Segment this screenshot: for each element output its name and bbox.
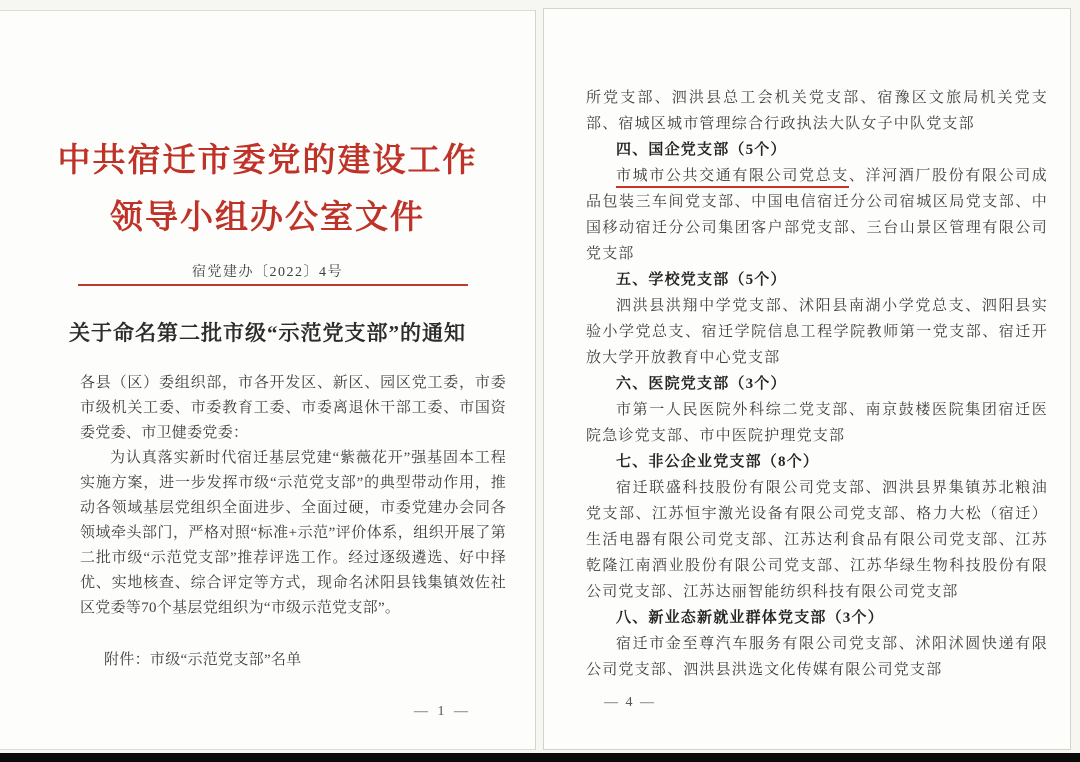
salutation-paragraph: 各县（区）委组织部，市各开发区、新区、园区党工委，市委市级机关工委、市委教育工委、市委离退休干部工委、市国资委党委、市卫健委党委： [80, 375, 506, 441]
section-body-5: 泗洪县洪翔中学党支部、沭阳县南湖小学党总支、泗阳县实验小学党总支、宿迁学院信息工程学院教师第一党支部、宿迁开放大学开放教育中心党支部 [586, 298, 1048, 366]
section-heading-4: 四、国企党支部（5个） [616, 142, 787, 158]
document-body [80, 371, 506, 621]
page-number-4: — 4 — [604, 695, 656, 710]
attachment-note: 附件：市级“示范党支部”名单 [104, 652, 302, 668]
section-body-4 [586, 163, 1048, 267]
section-body-8: 宿迁市金至尊汽车服务有限公司党支部、沭阳沭圆快递有限公司党支部、泗洪县洪选文化传媒有限公司党支部 [586, 636, 1048, 678]
red-letterhead [0, 133, 535, 247]
photo-bottom-black-bar [0, 753, 1080, 762]
list-continuation-paragraph: 所党支部、泗洪县总工会机关党支部、宿豫区文旅局机关党支部、宿城区城市管理综合行政执法大队女子中队党支部 [586, 90, 1048, 132]
letterhead-line-1: 中共宿迁市委党的建设工作 [57, 143, 478, 179]
section-heading-8: 八、新业态新就业群体党支部（3个） [616, 610, 884, 626]
document-number: 宿党建办〔2022〕4号 [192, 265, 343, 280]
section-heading-5: 五、学校党支部（5个） [616, 272, 787, 288]
page-number-1: — 1 — [414, 704, 471, 719]
section-heading-6: 六、医院党支部（3个） [616, 376, 787, 392]
document-page-4 [543, 8, 1071, 750]
section-heading-7: 七、非公企业党支部（8个） [616, 454, 820, 470]
section-body-7: 宿迁联盛科技股份有限公司党支部、泗洪县界集镇苏北粮油党支部、江苏恒宇激光设备有限公司党支部、格力大松（宿迁）生活电器有限公司党支部、江苏达利食品有限公司党支部、江苏乾隆江南酒业股份有限公司党支部、江苏华绿生物科技股份有限公司党支部、江苏达丽智能纺织科技有限公司党支部 [586, 480, 1048, 600]
letterhead-line-2: 领导小组办公室文件 [110, 200, 425, 236]
section-body-6: 市第一人民医院外科综二党支部、南京鼓楼医院集团宿迁医院急诊党支部、市中医院护理党支部 [586, 402, 1048, 444]
main-paragraph: 为认真落实新时代宿迁基层党建“紫薇花开”强基固本工程实施方案，进一步发挥市级“示范党支部”的典型带动作用，推动各领域基层党组织全面进步、全面过硬，市委党建办会同各领域牵头部门，严格对照“标准+示范”评价体系，组织开展了第二批市级“示范党支部”推荐评选工作。经过逐级遴选、好中择优、实地核查、综合评定等方式，现命名沭阳县钱集镇效佐社区党委等70个基层党组织为“市级示范党支部”。 [80, 450, 506, 616]
appendix-list [586, 85, 1048, 683]
section-body-4-rest: 、洋河酒厂股份有限公司成品包装三车间党支部、中国电信宿迁分公司宿城区局党支部、中国移动宿迁分公司集团客户部党支部、三台山景区管理有限公司党支部 [586, 168, 1048, 262]
red-underlined-entry: 市城市公共交通有限公司党总支 [616, 168, 849, 188]
document-title: 关于命名第二批市级“示范党支部”的通知 [69, 321, 466, 345]
document-page-1 [0, 10, 536, 750]
red-divider-line [78, 284, 468, 286]
